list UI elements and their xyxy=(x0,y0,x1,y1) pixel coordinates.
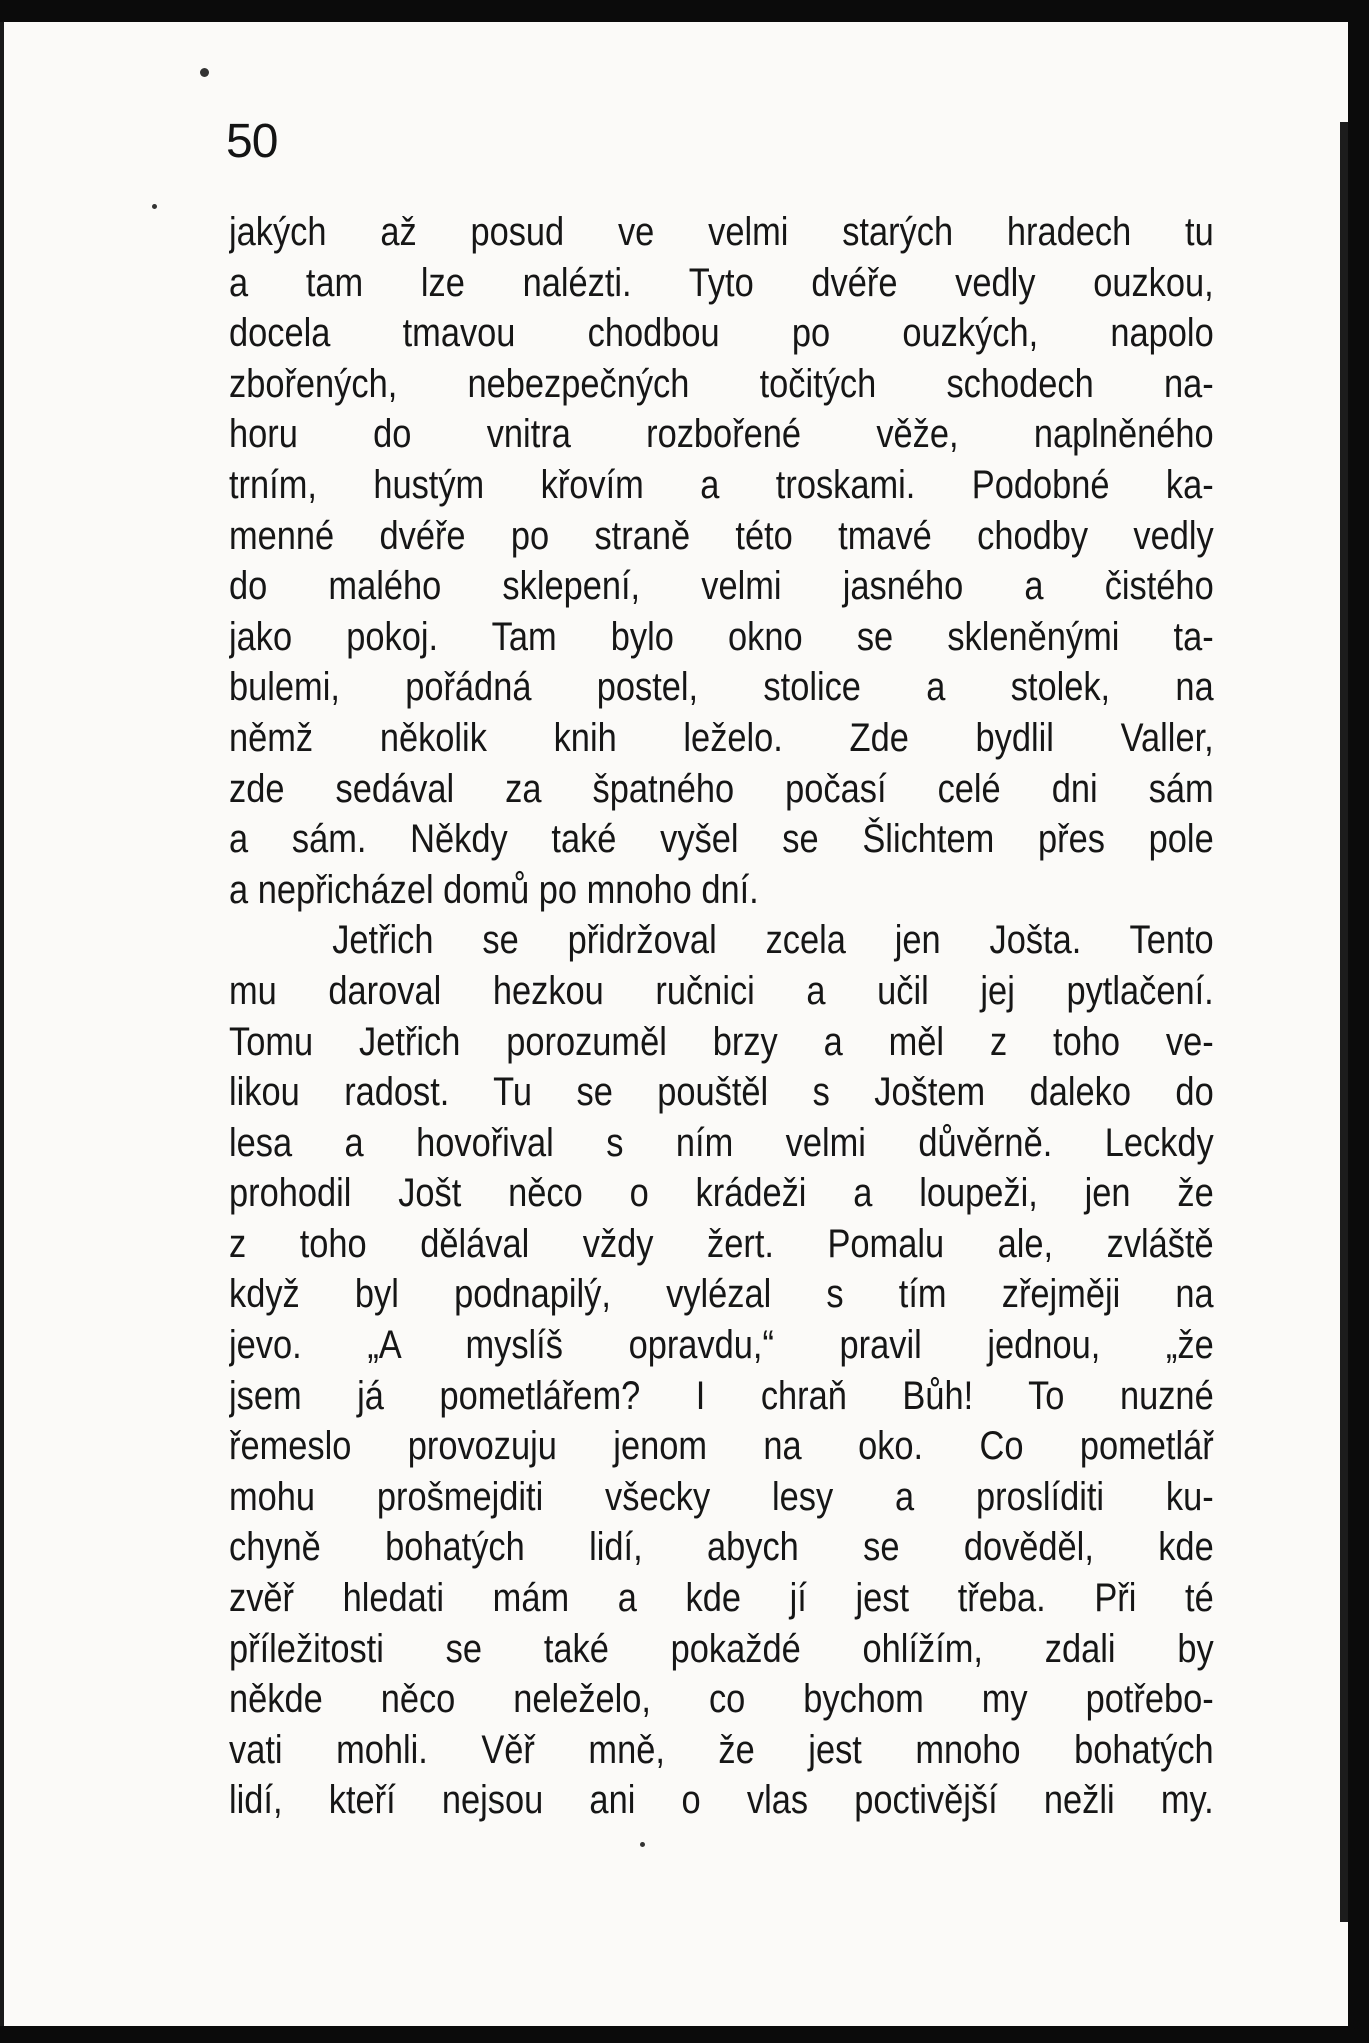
body-text xyxy=(229,207,1214,1826)
text-line: prohodil Jošt něco o krádeži a loupeži, jen že xyxy=(229,1171,1214,1216)
text-line: mu daroval hezkou ručnici a učil jej pytlačení. xyxy=(229,968,1214,1013)
text-line: mohu prošmejditi všecky lesy a proslíditi ku- xyxy=(229,1474,1214,1519)
text-line: likou radost. Tu se pouštěl s Joštem daleko do xyxy=(229,1070,1214,1115)
text-line: menné dvéře po straně této tmavé chodby vedly xyxy=(229,513,1214,558)
text-line: trním, hustým křovím a troskami. Podobné ka- xyxy=(229,462,1214,507)
text-line: zbořených, nebezpečných točitých schodech na- xyxy=(229,361,1214,406)
text-line: řemeslo provozuju jenom na oko. Co pometlář xyxy=(229,1424,1214,1469)
text-line: a tam lze nalézti. Tyto dvéře vedly ouzkou, xyxy=(229,260,1214,305)
text-line: z toho dělával vždy žert. Pomalu ale, zvláště xyxy=(229,1221,1214,1266)
text-line: lesa a hovořival s ním velmi důvěrně. Leckdy xyxy=(229,1120,1214,1165)
text-line: Tomu Jetřich porozuměl brzy a měl z toho ve- xyxy=(229,1019,1214,1064)
text-line: když byl podnapilý, vylézal s tím zřejměji na xyxy=(229,1272,1214,1317)
text-line: jevo. „A myslíš opravdu,“ pravil jednou, „že xyxy=(229,1323,1214,1368)
text-line: zvěř hledati mám a kde jí jest třeba. Při té xyxy=(229,1576,1214,1621)
page-number: 50 xyxy=(226,115,278,168)
text-line: a sám. Někdy také vyšel se Šlichtem přes pole xyxy=(229,817,1214,862)
text-line: někde něco neleželo, co bychom my potřebo- xyxy=(229,1677,1214,1722)
speck xyxy=(152,204,157,209)
speck xyxy=(640,1842,645,1847)
text-line: horu do vnitra rozbořené věže, naplněného xyxy=(229,412,1214,457)
page-binding-edge xyxy=(1340,122,1348,1922)
text-line: Jetřich se přidržoval zcela jen Jošta. Tento xyxy=(332,918,1214,963)
text-line: němž několik knih leželo. Zde bydlil Valler, xyxy=(229,715,1214,760)
book-page xyxy=(0,22,1348,2026)
text-line: chyně bohatých lidí, abych se dověděl, kde xyxy=(229,1525,1214,1570)
text-line: docela tmavou chodbou po ouzkých, napolo xyxy=(229,311,1214,356)
text-line: zde sedával za špatného počasí celé dni sám xyxy=(229,766,1214,811)
text-line: jakých až posud ve velmi starých hradech tu xyxy=(229,210,1214,254)
speck xyxy=(200,68,209,77)
text-line: vati mohli. Věř mně, že jest mnoho bohatých xyxy=(229,1727,1214,1772)
text-line: a nepřicházel domů po mnoho dní. xyxy=(229,867,759,912)
text-line: bulemi, pořádná postel, stolice a stolek, na xyxy=(229,665,1214,710)
text-line: jako pokoj. Tam bylo okno se skleněnými ta- xyxy=(229,614,1214,659)
text-line: lidí, kteří nejsou ani o vlas poctivější nežli my. xyxy=(229,1778,1214,1823)
text-line: příležitosti se také pokaždé ohlížím, zdali by xyxy=(229,1626,1214,1671)
text-line: jsem já pometlářem? I chraň Bůh! To nuzné xyxy=(229,1373,1214,1418)
page-left-edge xyxy=(0,22,4,2026)
text-line: do malého sklepení, velmi jasného a čistého xyxy=(229,564,1214,609)
